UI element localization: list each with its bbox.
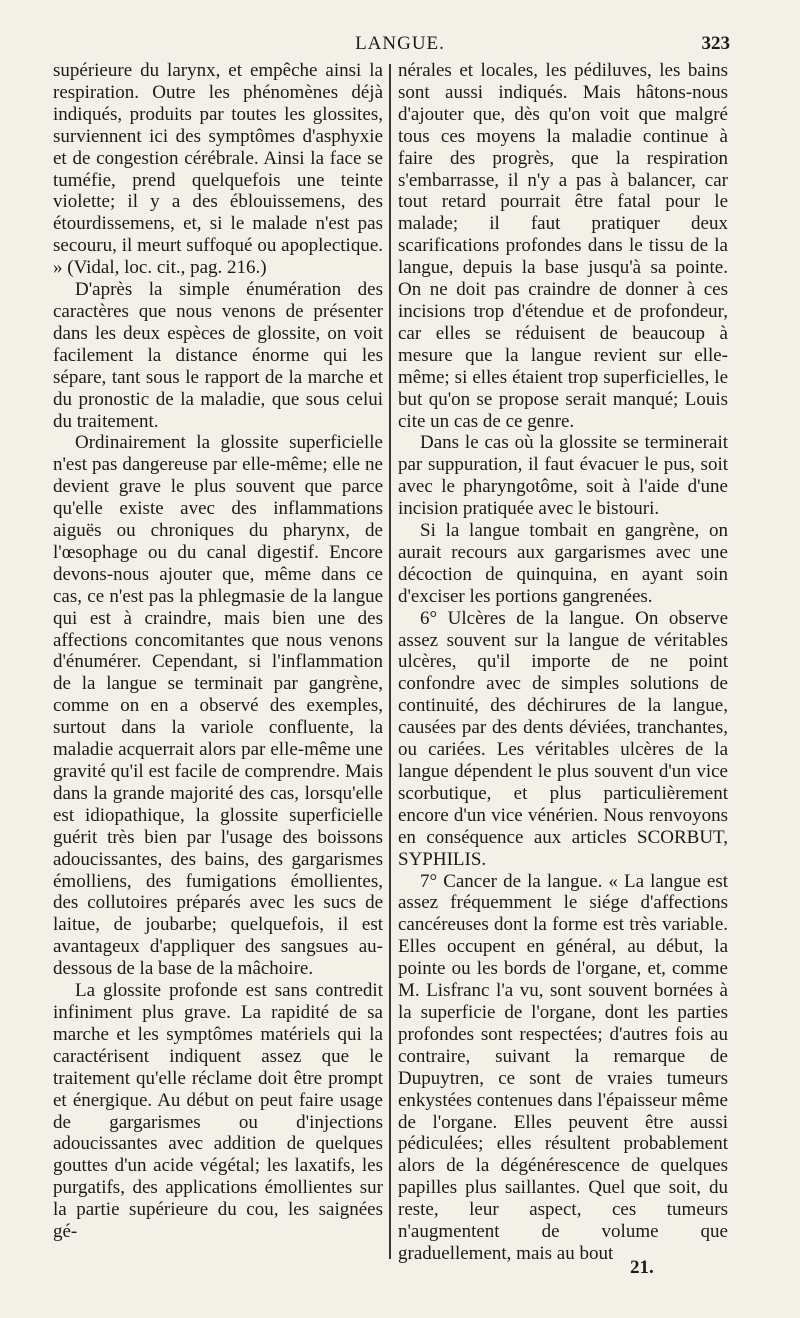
column-divider xyxy=(389,64,391,1259)
right-column xyxy=(398,60,728,1265)
page-title: LANGUE. xyxy=(355,33,445,54)
left-paragraph-4: La glossite profonde est sans contredit infiniment plus grave. La rapidité de sa marche et les symptômes matériels qui la caractérisent indiquent assez que le traitement qu'elle réclame doit être prompt et énergique. Au début on peut faire usage de gargarismes ou d'injections adoucissantes avec addition de quelques gouttes d'un acide végétal; les laxatifs, les purgatifs, des applications émollientes sur la partie supérieure du cou, les saignées gé- xyxy=(53,980,383,1243)
left-paragraph-3: Ordinairement la glossite superficielle n'est pas dangereuse par elle-même; elle ne devient grave le plus souvent que parce qu'elle existe avec des inflammations aiguës ou chroniques du pharynx, de l'œsophage ou du canal digestif. Encore devons-nous ajouter que, même dans ce cas, ce n'est pas la phlegmasie de la langue qui est à craindre, mais bien une des affections concomitantes que nous venons d'énumérer. Cependant, si l'inflammation de la langue se terminait par gangrène, comme on en a observé des exemples, surtout dans la variole confluente, la maladie acquerrait alors par elle-même une gravité qu'il est facile de comprendre. Mais dans la grande majorité des cas, lorsqu'elle est idiopathique, la glossite superficielle guérit très bien par l'usage des boissons adoucissantes, des bains, des gargarismes émolliens, des fumigations émollientes, des collutoires préparés avec les sucs de laitue, de joubarbe; quelquefois, il est avantageux d'appliquer des sangsues au-dessous de la base de la mâchoire. xyxy=(53,432,383,980)
right-paragraph-3: Si la langue tombait en gangrène, on aurait recours aux gargarismes avec une décoction de quinquina, en ayant soin d'exciser les portions gangrenées. xyxy=(398,520,728,607)
left-paragraph-2: D'après la simple énumération des caractères que nous venons de présenter dans les deux espèces de glossite, on voit facilement la distance énorme qui les sépare, tant sous le rapport de la marche et du pronostic de la maladie, que sous celui du traitement. xyxy=(53,279,383,432)
running-head xyxy=(0,33,800,59)
signature-mark: 21. xyxy=(630,1257,654,1278)
right-paragraph-2: Dans le cas où la glossite se terminerait par suppuration, il faut évacuer le pus, soit avec le pharyngotôme, soit à l'aide d'une incision pratiquée avec le bistouri. xyxy=(398,432,728,520)
left-paragraph-1: supérieure du larynx, et empêche ainsi la respiration. Outre les phénomènes déjà indiqués, produits par toutes les glossites, surviennent ici des symptômes d'asphyxie et de congestion cérébrale. Ainsi la face se tuméfie, prend quelquefois une teinte violette; il y a des éblouissemens, des étourdissemens, et, si le malade n'est pas secouru, il meurt suffoqué ou apoplectique. » (Vidal, loc. cit., pag. 216.) xyxy=(53,60,383,279)
right-paragraph-1: nérales et locales, les pédiluves, les bains sont aussi indiqués. Mais hâtons-nous d'ajouter que, dès qu'on voit que malgré tous ces moyens la maladie continue à faire des progrès, que la respiration s'embarrasse, il n'y a pas à balancer, car tout retard pourrait être fatal pour le malade; il faut pratiquer deux scarifications profondes dans le tissu de la langue, depuis la base jusqu'à sa pointe. On ne doit pas craindre de donner à ces incisions trop d'étendue et de profondeur, car elles se réduisent de beaucoup à mesure que la langue revient sur elle-même; si elles étaient trop superficielles, le but qu'on se propose serait manqué; Louis cite un cas de ce genre. xyxy=(398,60,728,432)
left-column xyxy=(53,60,383,1243)
right-paragraph-5: 7° Cancer de la langue. « La langue est assez fréquemment le siége d'affections cancéreuses dont la forme est très variable. Elles occupent en général, au début, la pointe ou les bords de l'organe, et, comme M. Lisfranc l'a vu, sont souvent bornées à la superficie de l'organe, dont les parties profondes sont respectées; d'autres fois au contraire, suivant la remarque de Dupuytren, ce sont de vraies tumeurs enkystées contenues dans l'épaisseur même de l'organe. Elles peuvent être aussi pédiculées; elles résultent probablement alors de la dégénérescence de quelques papilles plus saillantes. Quel que soit, du reste, leur aspect, ces tumeurs n'augmentent de volume que graduellement, mais au bout xyxy=(398,870,728,1264)
right-paragraph-4: 6° Ulcères de la langue. On observe assez souvent sur la langue de véritables ulcères, qu'il importe de ne point confondre avec de simples solutions de continuité, des déchirures de la langue, causées par des dents déviées, tranchantes, ou cariées. Les véritables ulcères de la langue dépendent le plus souvent d'un vice scorbutique, et plus particulièrement encore d'un vice vénérien. Nous renvoyons en conséquence aux articles SCORBUT, SYPHILIS. xyxy=(398,607,728,870)
page-number: 323 xyxy=(701,33,730,54)
